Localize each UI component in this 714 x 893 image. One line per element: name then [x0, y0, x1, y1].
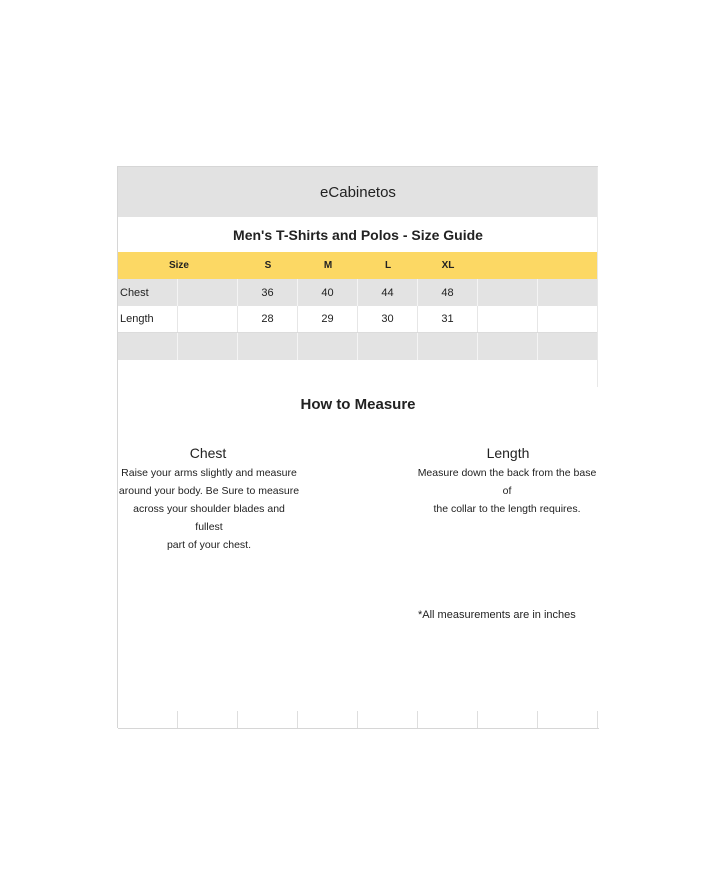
measurement-units-note: *All measurements are in inches	[418, 609, 576, 621]
length-instructions	[412, 464, 602, 518]
gridline	[417, 711, 418, 729]
table-row-chest	[118, 279, 598, 306]
empty-cell	[178, 333, 238, 360]
size-header-xl: XL	[441, 260, 455, 271]
length-value-s: 28	[238, 306, 298, 332]
size-header-s: S	[264, 260, 272, 271]
size-guide-sheet	[117, 166, 598, 728]
length-value-m: 29	[298, 306, 358, 332]
size-header-l: L	[384, 260, 392, 271]
gridline	[357, 711, 358, 729]
gridline	[237, 711, 238, 729]
header-empty-cell	[478, 252, 538, 279]
gridline	[477, 711, 478, 729]
gridline	[177, 711, 178, 729]
empty-cell	[478, 279, 538, 306]
empty-cell	[478, 306, 538, 332]
chest-line: Raise your arms slightly and measure	[121, 467, 297, 479]
size-header-m: M	[323, 260, 333, 271]
gridline	[537, 711, 538, 729]
sheet-right-edge	[597, 167, 598, 387]
empty-cell	[178, 279, 238, 306]
length-heading: Length	[486, 445, 530, 461]
chest-line: part of your chest.	[166, 539, 252, 551]
chest-line: across your shoulder blades and fullest	[133, 503, 285, 533]
length-line: Measure down the back from the base of	[417, 467, 597, 497]
length-value-xl: 31	[418, 306, 478, 332]
row-label-length: Length	[118, 306, 178, 332]
gridline	[297, 711, 298, 729]
sheet-bottom-border	[118, 728, 599, 729]
size-header-label: Size	[168, 260, 189, 271]
chest-value-xl: 48	[418, 279, 478, 306]
bottom-gridlines	[118, 711, 598, 729]
empty-cell	[418, 333, 478, 360]
chest-value-s: 36	[238, 279, 298, 306]
table-row-length	[118, 306, 598, 333]
brand-name: eCabinetos	[118, 167, 598, 217]
empty-cell	[358, 333, 418, 360]
length-value-l: 30	[358, 306, 418, 332]
table-row-blank	[118, 333, 598, 360]
gridline	[597, 711, 598, 729]
table-header-row	[118, 252, 598, 279]
empty-cell	[178, 306, 238, 332]
empty-cell	[298, 333, 358, 360]
row-label-chest: Chest	[118, 279, 178, 306]
chest-value-l: 44	[358, 279, 418, 306]
empty-cell	[118, 333, 178, 360]
chest-value-m: 40	[298, 279, 358, 306]
empty-cell	[238, 333, 298, 360]
size-guide-title: Men's T-Shirts and Polos - Size Guide	[233, 226, 483, 243]
chest-instructions	[118, 464, 300, 554]
chest-heading: Chest	[189, 445, 227, 461]
chest-line: around your body. Be Sure to measure	[118, 485, 300, 497]
length-line: the collar to the length requires.	[433, 503, 581, 515]
how-to-measure-title: How to Measure	[300, 396, 416, 413]
empty-cell	[478, 333, 538, 360]
